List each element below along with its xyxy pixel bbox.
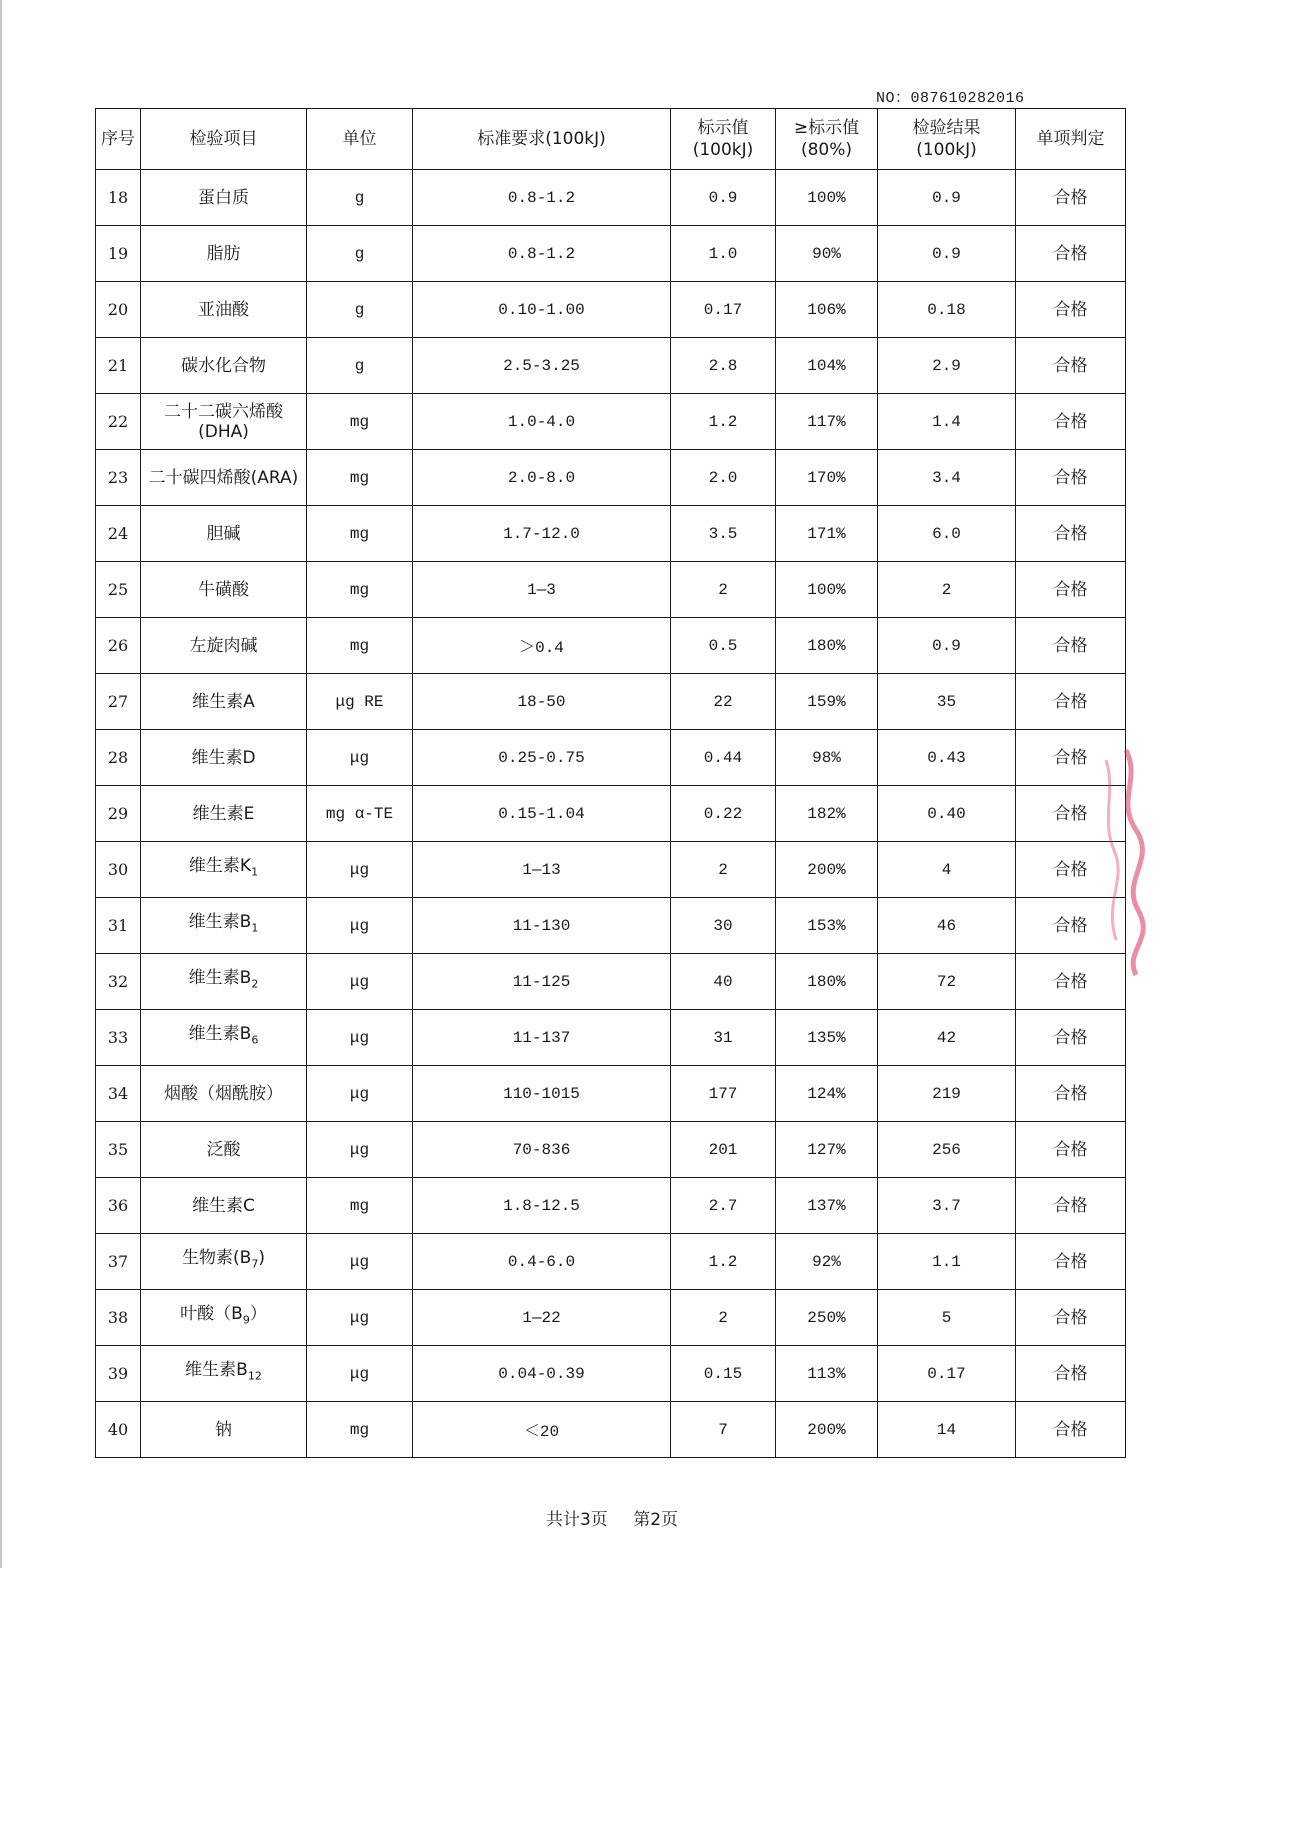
cell-ratio: 113%	[776, 1346, 878, 1402]
table-row	[96, 1010, 1126, 1066]
cell-seq: 35	[96, 1122, 141, 1178]
item-subscript: 12	[247, 1369, 262, 1383]
cell-result: 256	[878, 1122, 1016, 1178]
cell-verdict: 合格	[1016, 786, 1126, 842]
cell-ratio: 92%	[776, 1234, 878, 1290]
item-name: 维生素K	[188, 856, 252, 877]
table-row	[96, 170, 1126, 226]
cell-verdict: 合格	[1016, 394, 1126, 450]
cell-standard: 2.0-8.0	[413, 450, 671, 506]
cell-result: 0.9	[878, 170, 1016, 226]
cell-result: 42	[878, 1010, 1016, 1066]
item-name: 左旋肉碱	[189, 635, 258, 656]
cell-label-value: 177	[671, 1066, 776, 1122]
cell-item	[141, 674, 307, 730]
cell-label-value: 7	[671, 1402, 776, 1458]
cell-item	[141, 1178, 307, 1234]
cell-seq: 32	[96, 954, 141, 1010]
item-name: 维生素D	[191, 747, 256, 768]
cell-result: 6.0	[878, 506, 1016, 562]
table-row	[96, 1402, 1126, 1458]
cell-ratio: 250%	[776, 1290, 878, 1346]
cell-seq: 19	[96, 226, 141, 282]
cell-result: 1.4	[878, 394, 1016, 450]
cell-standard: 1.7-12.0	[413, 506, 671, 562]
cell-unit: g	[307, 338, 413, 394]
cell-label-value: 2.7	[671, 1178, 776, 1234]
cell-result: 0.43	[878, 730, 1016, 786]
header-standard: 标准要求(100kJ)	[413, 109, 671, 170]
cell-verdict: 合格	[1016, 1346, 1126, 1402]
cell-item	[141, 1290, 307, 1346]
cell-item	[141, 226, 307, 282]
cell-verdict: 合格	[1016, 1178, 1126, 1234]
cell-seq: 29	[96, 786, 141, 842]
item-subscript: 1	[251, 921, 259, 935]
cell-standard: 2.5-3.25	[413, 338, 671, 394]
cell-ratio: 98%	[776, 730, 878, 786]
cell-unit: μg	[307, 1234, 413, 1290]
cell-unit: g	[307, 282, 413, 338]
cell-result: 14	[878, 1402, 1016, 1458]
cell-seq: 34	[96, 1066, 141, 1122]
item-name: 二十二碳六烯酸	[164, 401, 283, 422]
cell-item	[141, 1402, 307, 1458]
cell-label-value: 2	[671, 562, 776, 618]
cell-item	[141, 618, 307, 674]
cell-verdict: 合格	[1016, 674, 1126, 730]
cell-standard: 0.25-0.75	[413, 730, 671, 786]
cell-label-value: 0.5	[671, 618, 776, 674]
cell-standard: 0.10-1.00	[413, 282, 671, 338]
cell-verdict: 合格	[1016, 1402, 1126, 1458]
cell-unit: mg	[307, 506, 413, 562]
cell-result: 0.40	[878, 786, 1016, 842]
cell-standard: 1.0-4.0	[413, 394, 671, 450]
cell-verdict: 合格	[1016, 1122, 1126, 1178]
cell-ratio: 170%	[776, 450, 878, 506]
cell-verdict: 合格	[1016, 170, 1126, 226]
cell-standard: 1—13	[413, 842, 671, 898]
cell-label-value: 0.15	[671, 1346, 776, 1402]
cell-verdict: 合格	[1016, 506, 1126, 562]
cell-seq: 22	[96, 394, 141, 450]
item-name: 碳水化合物	[181, 355, 266, 376]
header-label-value	[671, 109, 776, 170]
cell-item	[141, 1346, 307, 1402]
cell-verdict: 合格	[1016, 1066, 1126, 1122]
cell-seq: 20	[96, 282, 141, 338]
item-subscript: 7	[251, 1257, 259, 1271]
cell-item	[141, 170, 307, 226]
item-name: 牛磺酸	[198, 579, 249, 600]
inspection-table	[95, 108, 1126, 1458]
item-name: 维生素C	[192, 1195, 255, 1216]
item-name: 胆碱	[206, 523, 241, 544]
cell-ratio: 135%	[776, 1010, 878, 1066]
cell-ratio: 200%	[776, 1402, 878, 1458]
item-name-suffix: )	[258, 1248, 265, 1269]
cell-standard: 11-125	[413, 954, 671, 1010]
cell-standard: 1—3	[413, 562, 671, 618]
red-stamp-mark	[1086, 740, 1146, 980]
cell-result: 1.1	[878, 1234, 1016, 1290]
cell-ratio: 180%	[776, 618, 878, 674]
item-name: 维生素B	[188, 968, 252, 989]
cell-item	[141, 954, 307, 1010]
cell-result: 0.9	[878, 226, 1016, 282]
cell-verdict: 合格	[1016, 1290, 1126, 1346]
item-name: 维生素A	[192, 691, 255, 712]
cell-verdict: 合格	[1016, 450, 1126, 506]
cell-unit: mg	[307, 394, 413, 450]
footer-total-pages: 共计3页	[545, 1510, 608, 1530]
table-row	[96, 1290, 1126, 1346]
cell-seq: 31	[96, 898, 141, 954]
cell-seq: 33	[96, 1010, 141, 1066]
cell-standard: 110-1015	[413, 1066, 671, 1122]
header-result	[878, 109, 1016, 170]
cell-ratio: 90%	[776, 226, 878, 282]
header-ratio-line2: (80%)	[800, 140, 853, 160]
report-number: NO：087610282016	[876, 90, 1025, 107]
cell-standard: 1—22	[413, 1290, 671, 1346]
header-label-value-line2: (100kJ)	[692, 140, 754, 160]
cell-seq: 39	[96, 1346, 141, 1402]
cell-unit: μg	[307, 1010, 413, 1066]
table-row	[96, 282, 1126, 338]
table-header-row	[96, 109, 1126, 170]
cell-seq: 38	[96, 1290, 141, 1346]
table-row	[96, 506, 1126, 562]
table-row	[96, 1178, 1126, 1234]
header-verdict: 单项判定	[1016, 109, 1126, 170]
cell-label-value: 201	[671, 1122, 776, 1178]
cell-ratio: 159%	[776, 674, 878, 730]
cell-standard: 0.15-1.04	[413, 786, 671, 842]
scan-edge	[0, 0, 2, 1568]
cell-result: 5	[878, 1290, 1016, 1346]
table-row	[96, 730, 1126, 786]
cell-seq: 28	[96, 730, 141, 786]
cell-label-value: 22	[671, 674, 776, 730]
item-name: 维生素B	[188, 1024, 252, 1045]
item-subscript: 9	[242, 1313, 250, 1327]
cell-label-value: 2.8	[671, 338, 776, 394]
cell-label-value: 3.5	[671, 506, 776, 562]
cell-verdict: 合格	[1016, 730, 1126, 786]
cell-unit: μg	[307, 842, 413, 898]
table-row	[96, 618, 1126, 674]
header-result-line2: (100kJ)	[916, 140, 977, 160]
table-row	[96, 450, 1126, 506]
cell-item	[141, 842, 307, 898]
cell-unit: μg	[307, 730, 413, 786]
cell-label-value: 0.22	[671, 786, 776, 842]
cell-ratio: 171%	[776, 506, 878, 562]
header-label-value-line1: 标示值	[697, 118, 749, 138]
item-subscript: 2	[251, 977, 259, 991]
table-row	[96, 1066, 1126, 1122]
cell-result: 0.18	[878, 282, 1016, 338]
cell-unit: μg	[307, 954, 413, 1010]
cell-item	[141, 1010, 307, 1066]
cell-standard: 0.4-6.0	[413, 1234, 671, 1290]
cell-seq: 23	[96, 450, 141, 506]
item-name: 维生素B	[188, 912, 252, 933]
cell-standard: 1.8-12.5	[413, 1178, 671, 1234]
cell-label-value: 0.17	[671, 282, 776, 338]
table-body	[96, 170, 1126, 1458]
table-row	[96, 562, 1126, 618]
cell-standard: 0.8-1.2	[413, 170, 671, 226]
cell-verdict: 合格	[1016, 618, 1126, 674]
cell-result: 0.17	[878, 1346, 1016, 1402]
cell-ratio: 100%	[776, 562, 878, 618]
cell-seq: 25	[96, 562, 141, 618]
cell-result: 46	[878, 898, 1016, 954]
cell-label-value: 1.0	[671, 226, 776, 282]
cell-verdict: 合格	[1016, 1234, 1126, 1290]
cell-seq: 40	[96, 1402, 141, 1458]
cell-unit: mg	[307, 618, 413, 674]
header-seq: 序号	[96, 109, 141, 170]
cell-ratio: 117%	[776, 394, 878, 450]
cell-seq: 21	[96, 338, 141, 394]
cell-ratio: 182%	[776, 786, 878, 842]
header-unit: 单位	[307, 109, 413, 170]
cell-item	[141, 338, 307, 394]
cell-result: 72	[878, 954, 1016, 1010]
cell-standard: 11-130	[413, 898, 671, 954]
cell-unit: μg	[307, 1122, 413, 1178]
cell-result: 35	[878, 674, 1016, 730]
cell-ratio: 106%	[776, 282, 878, 338]
item-name: 钠	[215, 1419, 232, 1440]
cell-seq: 27	[96, 674, 141, 730]
cell-verdict: 合格	[1016, 226, 1126, 282]
item-subscript: 6	[251, 1033, 259, 1047]
cell-result: 2.9	[878, 338, 1016, 394]
item-name: 维生素B	[185, 1360, 248, 1381]
cell-ratio: 153%	[776, 898, 878, 954]
header-ratio-line1: ≥标示值	[793, 118, 860, 138]
cell-result: 2	[878, 562, 1016, 618]
cell-unit: mg	[307, 1402, 413, 1458]
cell-label-value: 0.9	[671, 170, 776, 226]
item-name: 叶酸（B	[180, 1304, 243, 1325]
cell-verdict: 合格	[1016, 338, 1126, 394]
item-name: 蛋白质	[198, 187, 249, 208]
cell-item	[141, 1122, 307, 1178]
cell-unit: μg	[307, 1290, 413, 1346]
cell-label-value: 2	[671, 1290, 776, 1346]
cell-label-value: 2.0	[671, 450, 776, 506]
cell-ratio: 137%	[776, 1178, 878, 1234]
cell-ratio: 100%	[776, 170, 878, 226]
cell-seq: 24	[96, 506, 141, 562]
table-row	[96, 226, 1126, 282]
cell-unit: mg	[307, 450, 413, 506]
table-row	[96, 674, 1126, 730]
cell-item	[141, 450, 307, 506]
cell-seq: 37	[96, 1234, 141, 1290]
cell-label-value: 30	[671, 898, 776, 954]
cell-label-value: 1.2	[671, 394, 776, 450]
cell-ratio: 200%	[776, 842, 878, 898]
cell-standard: 0.04-0.39	[413, 1346, 671, 1402]
cell-item	[141, 562, 307, 618]
cell-result: 3.4	[878, 450, 1016, 506]
cell-verdict: 合格	[1016, 898, 1126, 954]
table-row	[96, 338, 1126, 394]
table-row	[96, 1346, 1126, 1402]
cell-verdict: 合格	[1016, 1010, 1126, 1066]
page-footer	[0, 1505, 1224, 1530]
cell-standard: ＜20	[413, 1402, 671, 1458]
cell-verdict: 合格	[1016, 954, 1126, 1010]
item-subscript: 1	[251, 865, 259, 879]
footer-current-page: 第2页	[633, 1510, 679, 1530]
cell-result: 0.9	[878, 618, 1016, 674]
item-name: 烟酸（烟酰胺）	[164, 1083, 283, 1104]
item-name: 二十碳四烯酸(ARA)	[148, 467, 299, 488]
cell-unit: μg	[307, 1346, 413, 1402]
cell-item	[141, 282, 307, 338]
cell-item	[141, 1234, 307, 1290]
table-row	[96, 394, 1126, 450]
table-row	[96, 954, 1126, 1010]
cell-label-value: 2	[671, 842, 776, 898]
cell-ratio: 127%	[776, 1122, 878, 1178]
item-name: 生物素(B	[182, 1248, 252, 1269]
cell-result: 219	[878, 1066, 1016, 1122]
cell-result: 4	[878, 842, 1016, 898]
cell-item	[141, 730, 307, 786]
cell-item	[141, 786, 307, 842]
cell-standard: 0.8-1.2	[413, 226, 671, 282]
table-row	[96, 786, 1126, 842]
item-name: 泛酸	[206, 1139, 241, 1160]
header-item: 检验项目	[141, 109, 307, 170]
cell-label-value: 40	[671, 954, 776, 1010]
cell-seq: 30	[96, 842, 141, 898]
cell-standard: 11-137	[413, 1010, 671, 1066]
cell-ratio: 104%	[776, 338, 878, 394]
table-row	[96, 1122, 1126, 1178]
cell-unit: g	[307, 170, 413, 226]
item-name-line2: (DHA)	[198, 421, 249, 442]
cell-seq: 18	[96, 170, 141, 226]
cell-unit: mg	[307, 1178, 413, 1234]
item-name: 亚油酸	[198, 299, 249, 320]
cell-seq: 26	[96, 618, 141, 674]
cell-standard: 70-836	[413, 1122, 671, 1178]
table-row	[96, 1234, 1126, 1290]
cell-standard: ＞0.4	[413, 618, 671, 674]
cell-unit: μg	[307, 898, 413, 954]
header-result-line1: 检验结果	[912, 118, 981, 138]
cell-result: 3.7	[878, 1178, 1016, 1234]
cell-label-value: 31	[671, 1010, 776, 1066]
cell-unit: mg	[307, 562, 413, 618]
cell-label-value: 1.2	[671, 1234, 776, 1290]
cell-seq: 36	[96, 1178, 141, 1234]
cell-ratio: 180%	[776, 954, 878, 1010]
cell-verdict: 合格	[1016, 842, 1126, 898]
cell-unit: μg RE	[307, 674, 413, 730]
table-row	[96, 842, 1126, 898]
cell-ratio: 124%	[776, 1066, 878, 1122]
item-name: 脂肪	[206, 243, 241, 264]
cell-unit: g	[307, 226, 413, 282]
item-name-suffix: ）	[249, 1304, 267, 1325]
cell-item	[141, 1066, 307, 1122]
item-name: 维生素E	[192, 803, 255, 824]
cell-unit: μg	[307, 1066, 413, 1122]
cell-item	[141, 394, 307, 450]
header-ratio	[776, 109, 878, 170]
cell-item	[141, 898, 307, 954]
table-row	[96, 898, 1126, 954]
cell-verdict: 合格	[1016, 282, 1126, 338]
cell-label-value: 0.44	[671, 730, 776, 786]
cell-verdict: 合格	[1016, 562, 1126, 618]
cell-standard: 18-50	[413, 674, 671, 730]
cell-unit: mg α-TE	[307, 786, 413, 842]
cell-item	[141, 506, 307, 562]
